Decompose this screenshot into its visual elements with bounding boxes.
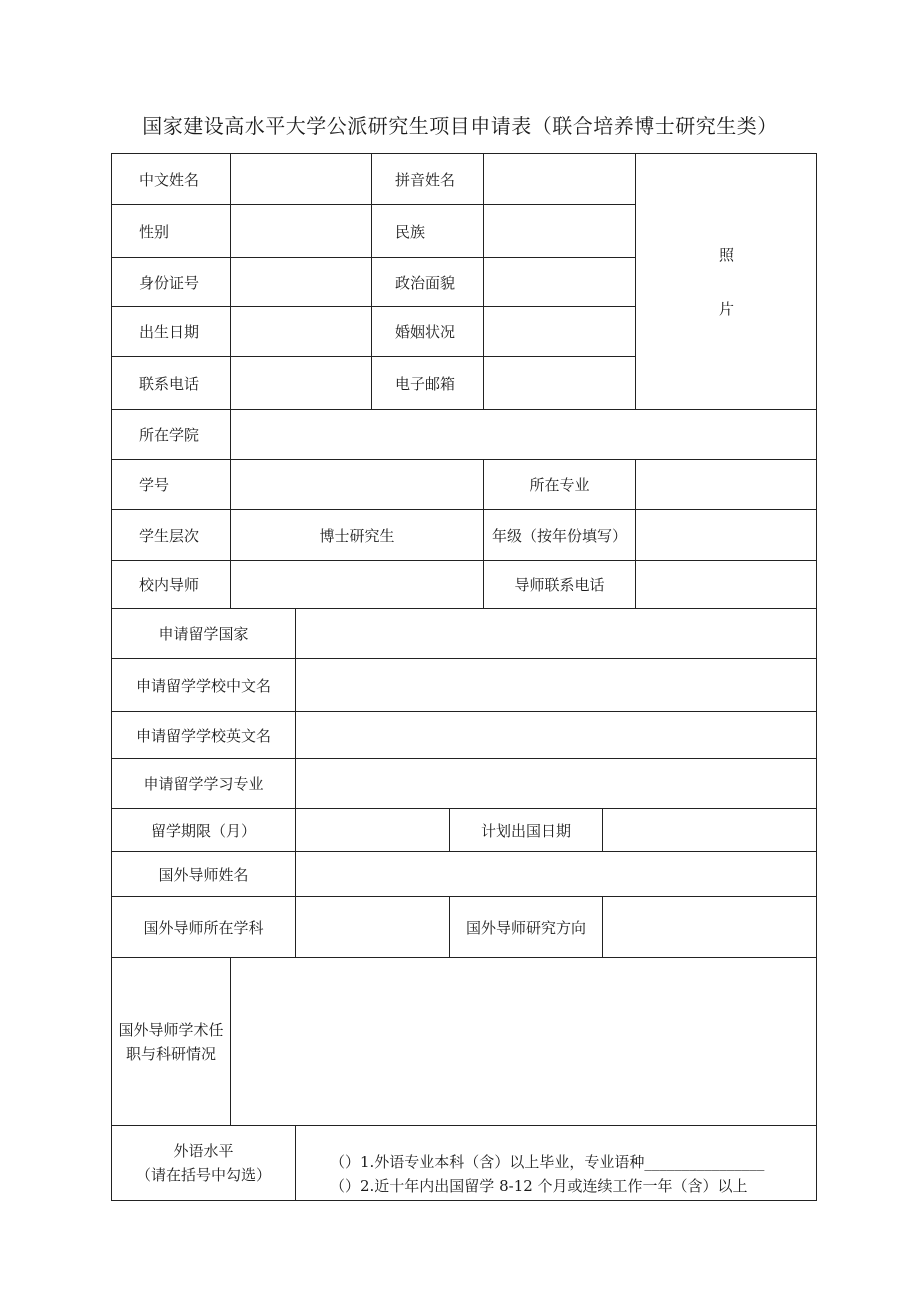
form-title: 国家建设高水平大学公派研究生项目申请表（联合培养博士研究生类）: [142, 114, 778, 138]
label-birth-date: 出生日期: [112, 307, 231, 357]
label-foreign-advisor-discipline: 国外导师所在学科: [112, 897, 296, 958]
label-foreign-advisor-name: 国外导师姓名: [112, 852, 296, 897]
label-departure-date: 计划出国日期: [450, 809, 603, 852]
label-school-cn: 申请留学学校中文名: [112, 659, 296, 712]
phone-field[interactable]: [231, 357, 372, 410]
label-phone: 联系电话: [112, 357, 231, 410]
foreign-advisor-discipline-field[interactable]: [296, 897, 450, 958]
label-chinese-name: 中文姓名: [112, 154, 231, 205]
foreign-advisor-direction-field[interactable]: [603, 897, 817, 958]
study-country-field[interactable]: [296, 609, 817, 659]
photo-label-2: 片: [718, 299, 734, 318]
label-grade: 年级（按年份填写）: [484, 510, 636, 561]
gender-field[interactable]: [231, 205, 372, 258]
label-major: 所在专业: [484, 460, 636, 510]
label-language-line1: 外语水平: [173, 1142, 234, 1160]
label-advisor: 校内导师: [112, 561, 231, 609]
marital-status-field[interactable]: [484, 307, 636, 357]
photo-label-1: 照: [718, 245, 734, 264]
chinese-name-field[interactable]: [231, 154, 372, 205]
student-level-value: 博士研究生: [231, 510, 484, 561]
political-status-field[interactable]: [484, 258, 636, 307]
school-cn-field[interactable]: [296, 659, 817, 712]
label-foreign-advisor-bio-line2: 职与科研情况: [125, 1044, 216, 1063]
departure-date-field[interactable]: [603, 809, 817, 852]
foreign-advisor-name-field[interactable]: [296, 852, 817, 897]
label-study-country: 申请留学国家: [112, 609, 296, 659]
label-study-major: 申请留学学习专业: [112, 759, 296, 809]
grade-field[interactable]: [636, 510, 817, 561]
label-language-line2: （请在括号中勾选）: [135, 1166, 271, 1184]
label-gender: 性别: [112, 205, 231, 258]
label-foreign-advisor-bio-line1: 国外导师学术任: [118, 1020, 224, 1039]
advisor-field[interactable]: [231, 561, 484, 609]
application-form-table: [111, 153, 817, 1201]
id-number-field[interactable]: [231, 258, 372, 307]
college-field[interactable]: [231, 410, 817, 460]
study-major-field[interactable]: [296, 759, 817, 809]
label-email: 电子邮箱: [372, 357, 484, 410]
pinyin-name-field[interactable]: [484, 154, 636, 205]
label-foreign-advisor-bio: [112, 958, 231, 1126]
label-political-status: 政治面貌: [372, 258, 484, 307]
label-college: 所在学院: [112, 410, 231, 460]
label-school-en: 申请留学学校英文名: [112, 712, 296, 759]
photo-box[interactable]: [636, 154, 817, 410]
school-en-field[interactable]: [296, 712, 817, 759]
label-language: [112, 1126, 296, 1200]
email-field[interactable]: [484, 357, 636, 410]
study-period-field[interactable]: [296, 809, 450, 852]
advisor-phone-field[interactable]: [636, 561, 817, 609]
label-marital-status: 婚姻状况: [372, 307, 484, 357]
label-ethnicity: 民族: [372, 205, 484, 258]
language-option-2[interactable]: （）2.近十年内出国留学 8-12 个月或连续工作一年（含）以上: [330, 1177, 748, 1195]
foreign-advisor-bio-field[interactable]: [231, 958, 817, 1126]
language-option-1[interactable]: （）1.外语专业本科（含）以上毕业，专业语种________________: [330, 1153, 765, 1171]
major-field[interactable]: [636, 460, 817, 510]
language-options: [296, 1126, 817, 1200]
label-advisor-phone: 导师联系电话: [484, 561, 636, 609]
label-foreign-advisor-direction: 国外导师研究方向: [450, 897, 603, 958]
label-study-period: 留学期限（月）: [112, 809, 296, 852]
student-id-field[interactable]: [231, 460, 484, 510]
ethnicity-field[interactable]: [484, 205, 636, 258]
label-id-number: 身份证号: [112, 258, 231, 307]
birth-date-field[interactable]: [231, 307, 372, 357]
label-pinyin-name: 拼音姓名: [372, 154, 484, 205]
label-student-level: 学生层次: [112, 510, 231, 561]
label-student-id: 学号: [112, 460, 231, 510]
